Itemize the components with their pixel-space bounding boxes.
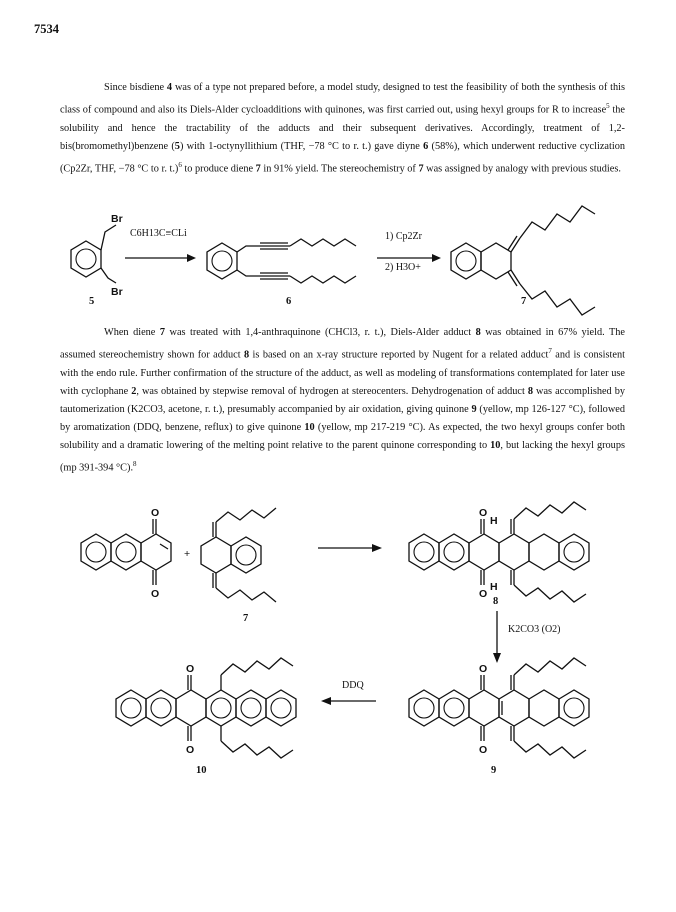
- text-run: Since bisdiene: [104, 82, 167, 93]
- text-run: the solubility and hence the tractability of the adducts and their subsequent derivatives. Accordingly, treatment of 1,2-bis(bromomethyl)benzene (: [60, 104, 625, 152]
- reference-superscript: 8: [133, 460, 137, 469]
- reagent-cp2zr: 1) Cp2Zr: [385, 231, 422, 242]
- compound-number: 7: [418, 163, 424, 175]
- oxygen-atom: O: [479, 744, 488, 756]
- compound-number: 10: [304, 421, 315, 433]
- text-run: was accomplished by tautomerization (K2CO3, acetone, r. t.), presumably accompanied by air oxidation, giving quinone: [60, 385, 626, 415]
- oxygen-atom: O: [151, 507, 160, 519]
- text-run: and is consistent with the endo rule. Further confirmation of the structure of the adduct, as well as modeling of transformations contemplated for later use with cyclophane: [60, 349, 625, 397]
- text-run: in 91% yield. The stereochemistry of: [260, 163, 419, 175]
- oxygen-atom: O: [479, 663, 488, 675]
- oxygen-atom: O: [479, 588, 488, 600]
- oxygen-atom: O: [151, 588, 160, 600]
- adduct-8-structure: [409, 502, 589, 602]
- compound-number: 7: [255, 163, 261, 175]
- compound-label-5: 5: [89, 296, 95, 307]
- compound-number: 7: [159, 327, 166, 338]
- compound-label-9: 9: [491, 765, 497, 776]
- compound-number: 9: [471, 403, 477, 415]
- bromine-atom-top: Br: [111, 213, 123, 225]
- compound-number: 6: [423, 140, 429, 152]
- anthraquinone-structure: [81, 519, 171, 585]
- text-run: ) with 1-octynyllithium (THF, −78 °C to r. t.) gave diyne: [179, 140, 424, 152]
- arrowhead-tautomerization: [493, 653, 501, 663]
- oxygen-atom: O: [186, 744, 195, 756]
- text-run: was of a type not prepared before, a model study, designed to test the feasibility of both the synthesis of this class of compound and also its Diels-Alder cycloadditions with quinones, was first carried out, using hexyl groups for R to increase: [60, 82, 625, 116]
- text-run: was treated with 1,4-anthraquinone (CHCl3, r. t.), Diels-Alder adduct: [165, 327, 476, 338]
- arrowhead-diels-alder: [372, 544, 382, 552]
- text-run: (58%), which underwent reductive cyclization (Cp2Zr, THF, −78 °C to r. t.): [60, 140, 626, 175]
- text-run: , but lacking the hexyl groups (mp 391-394 °C).: [60, 439, 625, 474]
- reagent-ddq: DDQ: [342, 680, 364, 691]
- compound-label-7: 7: [243, 613, 249, 624]
- arrowhead-ddq: [321, 697, 331, 705]
- plus-sign: +: [184, 548, 191, 560]
- compound-number: 10: [490, 439, 501, 451]
- text-run: was obtained in 67% yield. The assumed stereochemistry shown for adduct: [60, 327, 625, 361]
- text-run: (yellow, mp 126-127 °C), followed by aromatization (DDQ, benzene, reflux) to give quinone: [60, 403, 625, 433]
- compound-number: 5: [174, 140, 180, 152]
- compound-number: 8: [244, 349, 250, 361]
- quinone-9-structure: [409, 658, 589, 758]
- text-run: (yellow, mp 217-219 °C). As expected, the two hexyl groups confer both solubility and a dramatic lowering of the melting point relative to the parent quinone corresponding to: [60, 421, 625, 451]
- compound-7-diene-structure: [201, 508, 276, 602]
- compound-number: 2: [131, 385, 137, 397]
- compound-number: 4: [166, 82, 173, 93]
- compound-label-6: 6: [286, 296, 292, 307]
- compound-number: 8: [475, 327, 481, 338]
- reagent-k2co3: K2CO3 (O2): [508, 624, 561, 635]
- text-run: , was obtained by stepwise removal of hydrogen at stereocenters. Dehydrogenation of adduct: [136, 385, 528, 397]
- reference-superscript: 7: [548, 347, 552, 356]
- text-run: was assigned by analogy with previous studies.: [423, 163, 621, 175]
- text-run: to produce diene: [181, 163, 256, 175]
- text-run: is based on an x-ray structure reported by Nugent for a related adduct: [249, 349, 549, 361]
- text-run: When diene: [104, 327, 160, 338]
- reference-superscript: 5: [606, 102, 610, 111]
- reagent-h3o: 2) H3O+: [385, 262, 421, 273]
- reference-superscript: 6: [178, 160, 182, 169]
- reagent-octynyllithium: C6H13C≡CLi: [130, 228, 187, 239]
- compound-label-7: 7: [521, 296, 527, 307]
- oxygen-atom: O: [186, 663, 195, 675]
- compound-label-8: 8: [493, 596, 499, 607]
- bromine-atom-bottom: Br: [111, 286, 123, 298]
- hydrogen-atom: H: [490, 581, 498, 593]
- page-number: 7534: [34, 22, 59, 36]
- compound-number: 8: [527, 385, 534, 397]
- compound-label-10: 10: [196, 765, 207, 776]
- hydrogen-atom: H: [490, 515, 498, 527]
- quinone-10-structure: [116, 658, 296, 758]
- oxygen-atom: O: [479, 507, 488, 519]
